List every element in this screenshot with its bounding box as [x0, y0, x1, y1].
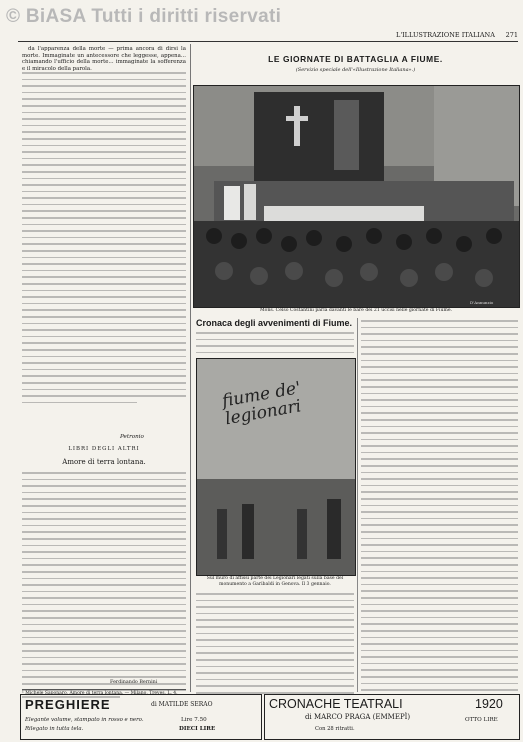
- ad-price2: DIECI LIRE: [179, 726, 216, 732]
- signature-2: Ferdinando Bernini: [110, 680, 158, 685]
- wall-graffiti: fiume de' legionari: [220, 378, 303, 430]
- ad-title: PREGHIERE: [25, 697, 111, 712]
- ad-year: 1920: [475, 697, 503, 711]
- ad-price: Lire 7.50: [181, 717, 207, 723]
- ad-author: di MATILDE SERAO: [151, 701, 213, 708]
- text-block: [22, 472, 186, 703]
- header-rule: [18, 41, 518, 42]
- left-column: [22, 46, 186, 74]
- magazine-title: L'ILLUSTRAZIONE ITALIANA: [396, 31, 495, 39]
- feature-subtitle: (Servizio speciale dell'«Illustrazione Italiana».): [295, 67, 416, 73]
- footnote-rule: [22, 689, 186, 690]
- ad-price: OTTO LIRE: [465, 717, 498, 723]
- article-title: Amore di terra lontana.: [62, 458, 146, 466]
- left-paragraph: da l'apparenza della morte — prima ancora di dirsi la morte. Immaginate un antecessore che leggesse, appena... chiamando l'ufficio della morte... immaginate la sofferenza e il miracolo della parola.: [22, 46, 186, 72]
- section-label: LIBRI DEGLI ALTRI: [68, 446, 140, 452]
- footnote: ¹ Michele Saponaro, Amore di terra lontana. — Milano, Treves, L. 4.: [22, 691, 178, 696]
- funeral-photo: [193, 85, 520, 308]
- page-number: 271: [505, 31, 518, 39]
- wall-photo: [196, 358, 356, 576]
- ad-title: CRONACHE TEATRALI: [269, 697, 403, 711]
- author-signature: Petronio: [120, 434, 144, 440]
- column-divider: [357, 318, 358, 692]
- ad-editor: Con 28 ritratti.: [315, 726, 355, 732]
- watermark: © BiASA Tutti i diritti riservati: [6, 6, 282, 27]
- page-header: [396, 31, 518, 39]
- text-block: [196, 593, 354, 699]
- ad-cronache: [264, 694, 520, 740]
- ad-line1: Elegante volume, stampato in rosso e nero.: [25, 717, 144, 723]
- text-block: [196, 332, 354, 358]
- funeral-illustration: [194, 86, 519, 307]
- ad-line2: Rilegato in tutta tela.: [25, 726, 84, 732]
- photo2-caption: Sul muro di affissi parte dei Legionari legati sulla base del monumento a Garibaldi in Genova. Il 3 gennaio.: [206, 576, 344, 587]
- ad-author: di MARCO PRAGA (EMMEPÌ): [305, 713, 411, 721]
- photo-credit: D'Annunzio: [470, 300, 494, 305]
- photo-caption: Mons. Celso Costantini parla davanti le bare dei 21 uccisi nelle giornate di Fiume.: [259, 308, 453, 313]
- feature-title: LE GIORNATE DI BATTAGLIA A FIUME.: [268, 54, 443, 64]
- text-block: [22, 72, 186, 408]
- ad-preghiere: [20, 694, 262, 740]
- column-divider: [190, 44, 191, 692]
- text-block: [361, 320, 518, 696]
- article-title: Cronaca degli avvenimenti di Fiume.: [196, 318, 353, 328]
